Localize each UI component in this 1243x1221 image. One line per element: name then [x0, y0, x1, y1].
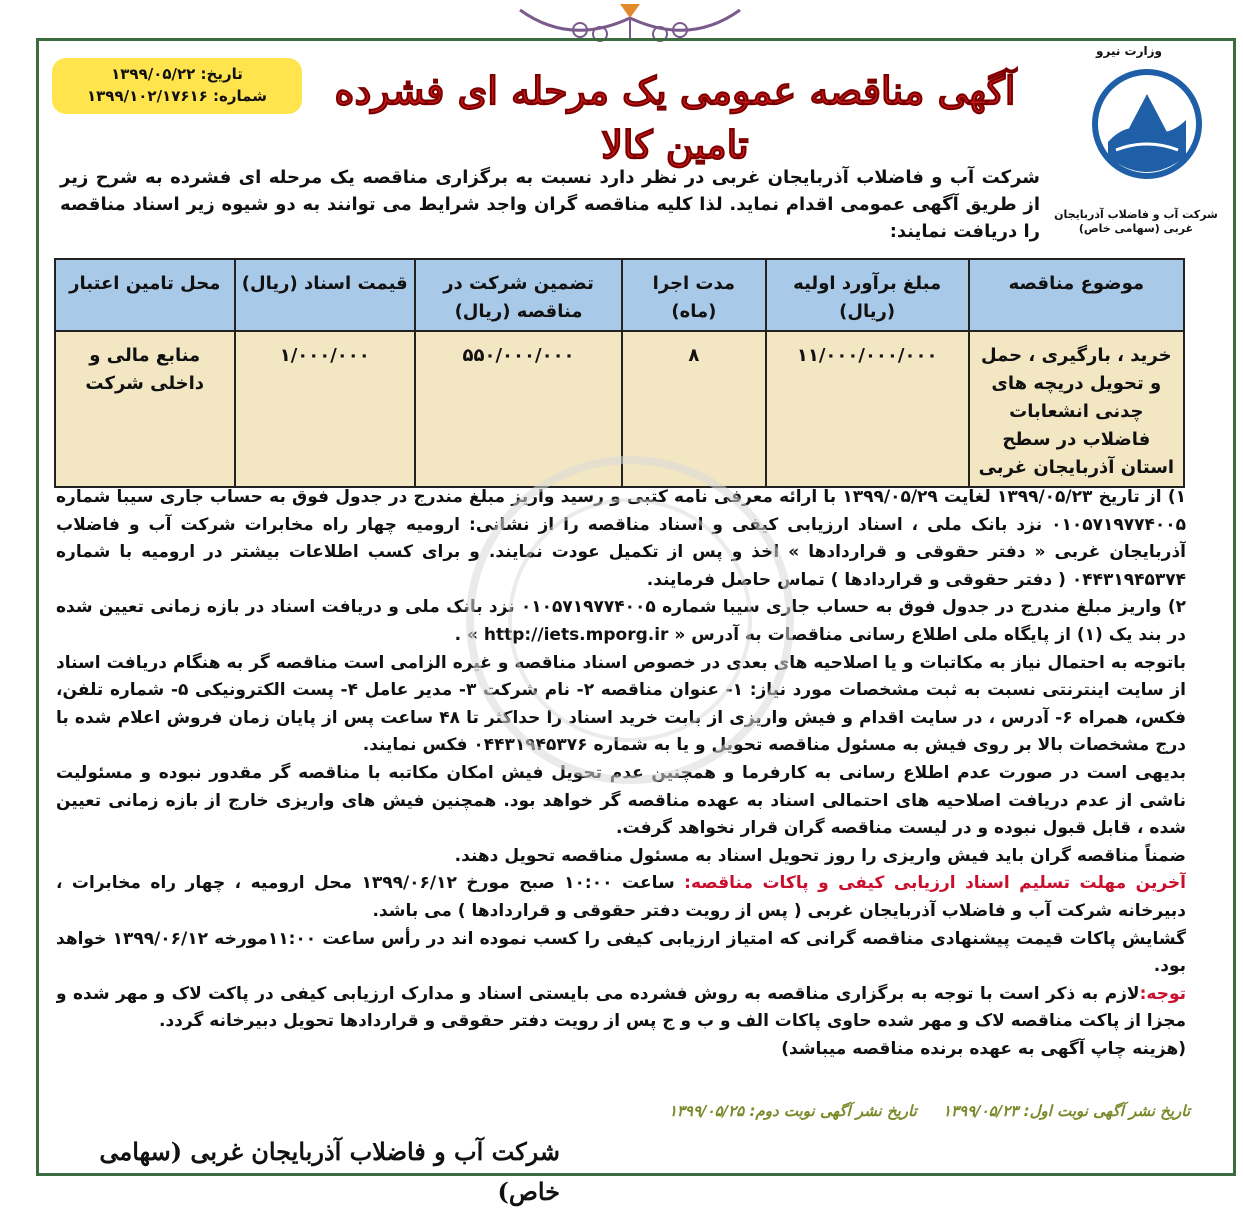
header-estimate: مبلغ برآورد اولیه (ریال)	[766, 259, 969, 331]
iets-link[interactable]: http://iets.mporg.ir	[483, 624, 669, 645]
publish-first: تاریخ نشر آگهی نوبت اول: ۱۳۹۹/۰۵/۲۳	[942, 1102, 1190, 1120]
paragraph-6	[56, 870, 1186, 925]
paragraph-2-end: » .	[454, 624, 478, 645]
table-header-row	[55, 259, 1184, 331]
date-line: تاریخ: ۱۳۹۹/۰۵/۲۲	[111, 65, 243, 83]
paragraph-4: بدیهی است در صورت عدم اطلاع رسانی به کارفرما و همچنین عدم تحویل فیش امکان مکاتبه با مناقصه گر مقدور نبوده و مسئولیت ناشی از عدم دریافت اصلاحیه های احتمالی اسناد به عهده مناقصه گر خواهد بود. همچنین فیش های واریزی خارج از بازه زمانی تعیین شده ، قابل قبول نبوده و در لیست مناقصه گران قرار نخواهد گرفت.	[56, 762, 1186, 839]
tender-table	[54, 258, 1185, 488]
header-duration: مدت اجرا (ماه)	[622, 259, 766, 331]
paragraph-3: باتوجه به احتمال نیاز به مکاتبات و یا اصلاحیه های بعدی در خصوص اسناد مناقصه و غیره الزامی است مناقصه گر به هنگام دریافت اسناد از سایت اینترنتی نسبت به ثبت مشخصات مورد نیاز: ۱- عنوان مناقصه ۲- نام شرکت ۳- مدیر عامل ۴- پست الکترونیکی ۵- شماره تلفن، فکس، همراه ۶- آدرس ، در سایت اقدام و فیش واریزی از بابت خرید اسناد را حداکثر تا ۴۸ ساعت پس از پایان زمان فروش اعلام شده با درج مشخصات بالا بر روی فیش به مسئول مناقصه تحویل و یا به شماره ۰۴۴۳۱۹۴۵۳۷۶ فکس نمایند.	[56, 652, 1186, 756]
cell-funding-source: منابع مالی و داخلی شرکت	[55, 331, 235, 487]
cell-document-price: ۱/۰۰۰/۰۰۰	[235, 331, 415, 487]
intro-paragraph: شرکت آب و فاضلاب آذربایجان غربی در نظر دارد نسبت به برگزاری مناقصه یک مرحله ای فشرده به شرح زیر از طریق آگهی عمومی اقدام نماید. لذا کلیه مناقصه گران واجد شرایط می توانند به دو شیوه زیر اسناد مناقصه را دریافت نمایند:	[60, 167, 1040, 242]
cell-duration: ۸	[622, 331, 766, 487]
notice-title: آگهی مناقصه عمومی یک مرحله ای فشرده تامین کالا	[334, 68, 1016, 167]
cell-subject: خرید ، بارگیری ، حمل و تحویل دریچه های چدنی انشعابات فاضلاب در سطح استان آذربایجان غربی	[969, 331, 1184, 487]
notice-body	[56, 484, 1186, 1094]
paragraph-9: (هزینه چاپ آگهی به عهده برنده مناقصه میباشد)	[781, 1038, 1186, 1059]
paragraph-2	[56, 594, 1186, 649]
note-text: لازم به ذکر است با توجه به برگزاری مناقصه به روش فشرده می بایستی اسناد و مدارک ارزیابی کیفی در پاکت لاک و مهر شده و مجزا از پاکت مناقصه لاک و مهر شده حاوی پاکات الف و ب و ج پس از رویت دفتر حقوقی و قراردادها تحویل دبیرخانه گردد.	[56, 983, 1186, 1032]
logo-caption: شرکت آب و فاضلاب آذربایجان غربی (سهامی خاص)	[1054, 208, 1218, 235]
publish-dates	[470, 1098, 1190, 1124]
header-subject: موضوع مناقصه	[969, 259, 1184, 331]
header-guarantee: تضمین شرکت در مناقصه (ریال)	[415, 259, 622, 331]
water-company-logo-icon	[1086, 64, 1208, 182]
paragraph-5: ضمناً مناقصه گران باید فیش واریزی را روز تحویل اسناد به مسئول مناقصه تحویل دهند.	[454, 845, 1186, 866]
deadline-text: ساعت ۱۰:۰۰ صبح مورخ ۱۳۹۹/۰۶/۱۲ محل ارومیه ، چهار راه مخابرات ، دبیرخانه شرکت آب و فاضلاب آذربایجان غربی ( پس از رویت دفتر حقوقی و قراردادها ) می باشد.	[56, 873, 1186, 921]
cell-estimate: ۱۱/۰۰۰/۰۰۰/۰۰۰	[766, 331, 969, 487]
ministry-label: وزارت نیرو	[1096, 44, 1162, 58]
date-number-box	[52, 58, 302, 114]
publish-second: تاریخ نشر آگهی نوبت دوم: ۱۳۹۹/۰۵/۲۵	[668, 1102, 917, 1120]
header-funding-source: محل تامین اعتبار	[55, 259, 235, 331]
deadline-label: آخرین مهلت تسلیم اسناد ارزیابی کیفی و پاکات مناقصه:	[684, 873, 1186, 894]
paragraph-7: گشایش پاکات قیمت پیشنهادی مناقصه گرانی که امتیاز ارزیابی کیفی را کسب نموده اند در رأس ساعت ۱۱:۰۰مورخه ۱۳۹۹/۰۶/۱۲ خواهد بود.	[56, 928, 1186, 977]
paragraph-2-text: ۲) واریز مبلغ مندرج در جدول فوق به حساب جاری سیبا شماره ۰۱۰۵۷۱۹۷۷۴۰۰۵ نزد بانک ملی و دریافت اسناد در بازه زمانی تعیین شده در بند یک (۱) از پایگاه ملی اطلاع رسانی مناقصات به آدرس «	[56, 597, 1186, 645]
header-document-price: قیمت اسناد (ریال)	[235, 259, 415, 331]
paragraph-8	[56, 981, 1186, 1036]
note-label: توجه:	[1139, 983, 1186, 1004]
number-line: شماره: ۱۳۹۹/۱۰۲/۱۷۶۱۶	[87, 87, 267, 105]
footer-company-name: شرکت آب و فاضلاب آذربایجان غربی (سهامی خاص)	[99, 1137, 560, 1206]
paragraph-1: ۱) از تاریخ ۱۳۹۹/۰۵/۲۳ لغایت ۱۳۹۹/۰۵/۲۹ با ارائه معرفی نامه کتبی و رسید واریز مبلغ مندرج در جدول فوق به حساب جاری سیبا شماره ۰۱۰۵۷۱۹۷۷۴۰۰۵ نزد بانک ملی ، اسناد ارزیابی کیفی و اسناد مناقصه را از نشانی: ارومیه چهار راه مخابرات شرکت آب و فاضلاب آذربایجان غربی « دفتر حقوقی و قراردادها » اخذ و پس از تکمیل عودت نمایند. و برای کسب اطلاعات بیشتر در ارومیه با شماره ۰۴۴۳۱۹۴۵۳۷۴ ( دفتر حقوقی و قراردادها ) تماس حاصل فرمایند.	[56, 487, 1186, 590]
table-row	[55, 331, 1184, 487]
cell-guarantee: ۵۵۰/۰۰۰/۰۰۰	[415, 331, 622, 487]
